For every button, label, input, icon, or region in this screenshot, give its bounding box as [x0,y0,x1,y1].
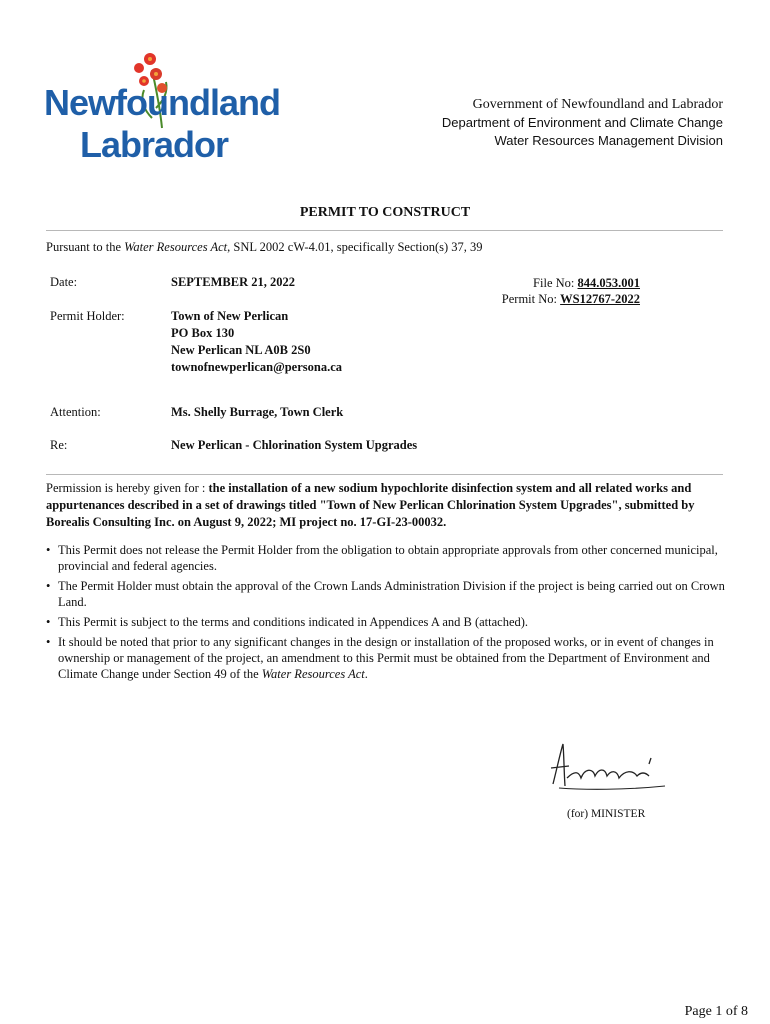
permit-number-label: Permit No: [501,292,557,306]
logo-wordmark-line1: Newfoundland [44,82,280,123]
holder-label: Permit Holder: [50,309,125,323]
legal-basis [46,240,483,255]
legal-suffix: , SNL 2002 cW-4.01, specifically Section(s) 37, 39 [227,240,483,254]
fields-divider [46,474,723,475]
date-label: Date: [50,275,78,289]
permit-number-row [502,291,640,307]
department-name: Department of Environment and Climate Change [441,115,723,130]
permission-prefix: Permission is hereby given for : [46,481,209,495]
nl-government-logo [44,48,280,168]
file-number-row [502,275,640,291]
logo-wordmark-line2: Labrador [80,124,229,165]
holder-email: townofnewperlican@persona.ca [171,360,342,374]
legal-act-name: Water Resources Act [124,240,228,254]
re-label: Re: [50,438,68,452]
document-title: PERMIT TO CONSTRUCT [299,205,471,220]
condition-text: It should be noted that prior to any significant changes in the design or installation of the proposed works, or in event of changes in ownership or management of the project, an amendment to this Permit must be obtained from the Department of Environment and Climate Change under Section 49 of the [58,635,714,681]
condition-item: • This Permit does not release the Permit Holder from the obligation to obtain appropriate approvals from other concerned municipal, provincial and federal agencies. [46,542,726,574]
condition-end: . [364,667,368,681]
minister-signature [545,738,670,800]
permit-number-value: WS12767-2022 [560,292,640,306]
permission-statement [46,480,726,531]
holder-address [171,308,342,376]
conditions-list [46,542,726,686]
government-name: Government of Newfoundland and Labrador [472,97,723,112]
re-value: New Perlican - Chlorination System Upgrades [171,438,418,452]
attention-value: Ms. Shelly Burrage, Town Clerk [171,405,344,419]
agency-block [442,96,723,150]
holder-po-box: PO Box 130 [171,326,235,340]
file-reference-block [502,275,640,307]
file-number-value: 844.053.001 [577,276,640,290]
permission-scope: the installation of a new sodium hypochlorite disinfection system and all related works and appurtenances described in a set of drawings titled "Town of New Perlican Chlorination System Upgrades", submitted by Borealis Consulting Inc. on August 9, 2022; MI project no. 17-GI-23-00032. [46,481,695,529]
condition-item: • The Permit Holder must obtain the approval of the Crown Lands Administration Division if the project is being carried out on Crown Land. [46,578,726,610]
attention-label: Attention: [50,405,101,419]
holder-city-postal: New Perlican NL A0B 2S0 [171,343,311,357]
holder-name: Town of New Perlican [171,309,289,323]
title-divider [46,230,723,231]
signature-caption: (for) MINISTER [567,808,646,820]
condition-item: • This Permit is subject to the terms and conditions indicated in Appendices A and B (attached). [46,614,726,630]
legal-prefix: Pursuant to the [46,240,125,254]
division-name: Water Resources Management Division [494,133,723,148]
date-value: SEPTEMBER 21, 2022 [171,275,295,289]
condition-item [46,634,726,682]
condition-act-name: Water Resources Act [261,667,365,681]
page-number: Page 1 of 8 [684,1004,748,1019]
file-number-label: File No: [533,276,575,290]
